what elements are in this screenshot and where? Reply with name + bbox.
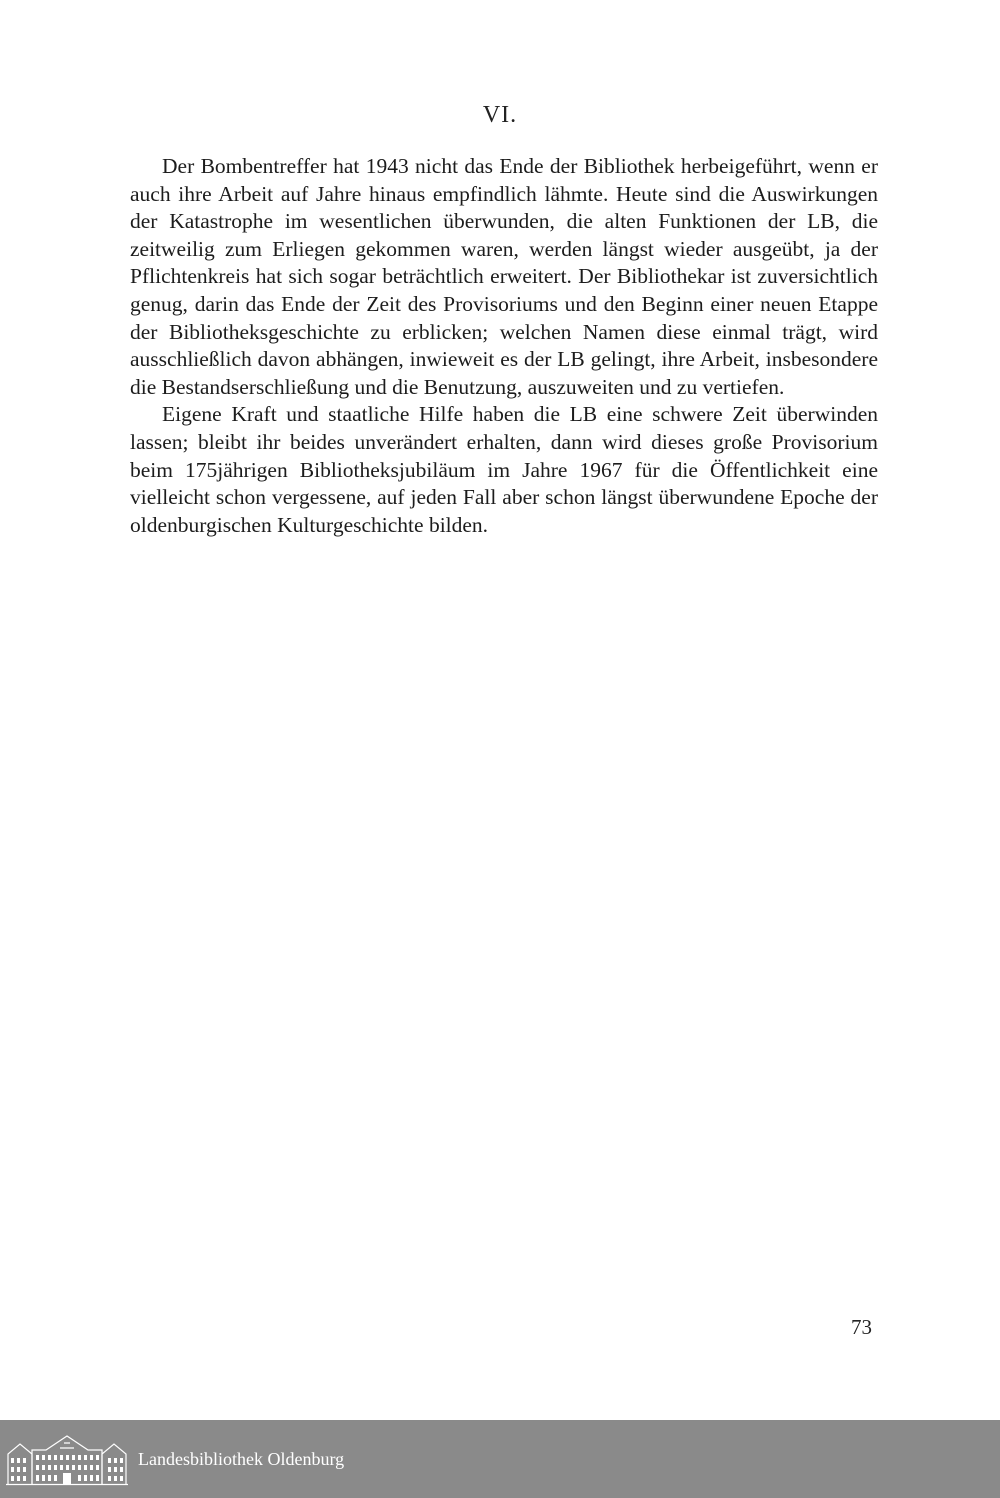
footer-bar <box>0 1420 1000 1498</box>
paragraph-1: Der Bombentreffer hat 1943 nicht das Ende der Bibliothek herbeigeführt, wenn er auch ihre Arbeit auf Jahre hinaus empfindlich lähmte. Heute sind die Auswirkungen der Katastrophe im wesentlichen überwunden, die alten Funktionen der LB, die zeitweilig zum Erliegen gekommen waren, werden längst wieder ausgeübt, ja der Pflichtenkreis hat sich sogar beträchtlich erweitert. Der Bibliothekar ist zuversichtlich genug, darin das Ende der Zeit des Provisoriums und den Beginn einer neuen Etappe der Bibliotheksgeschichte zu erblicken; welchen Namen diese einmal trägt, wird ausschließlich davon abhängen, inwieweit es der LB gelingt, ihre Arbeit, insbesondere die Bestandserschließung und die Benutzung, auszuweiten und zu vertiefen. <box>130 154 878 399</box>
library-building-icon <box>6 1432 128 1486</box>
footer-institution-name: Landesbibliothek Oldenburg <box>138 1448 345 1469</box>
chapter-heading: VI. <box>482 102 518 128</box>
body-text <box>130 153 878 539</box>
page-number: 73 <box>851 1315 872 1339</box>
paragraph-2: Eigene Kraft und staatliche Hilfe haben die LB eine schwere Zeit überwinden lassen; bleibt ihr beides unverändert erhalten, dann wird dieses große Provisorium beim 175jährigen Bibliotheksjubiläum im Jahre 1967 für die Öffentlichkeit eine vielleicht schon vergessene, auf jeden Fall aber schon längst überwundene Epoche der oldenburgischen Kulturgeschichte bilden. <box>130 402 878 537</box>
